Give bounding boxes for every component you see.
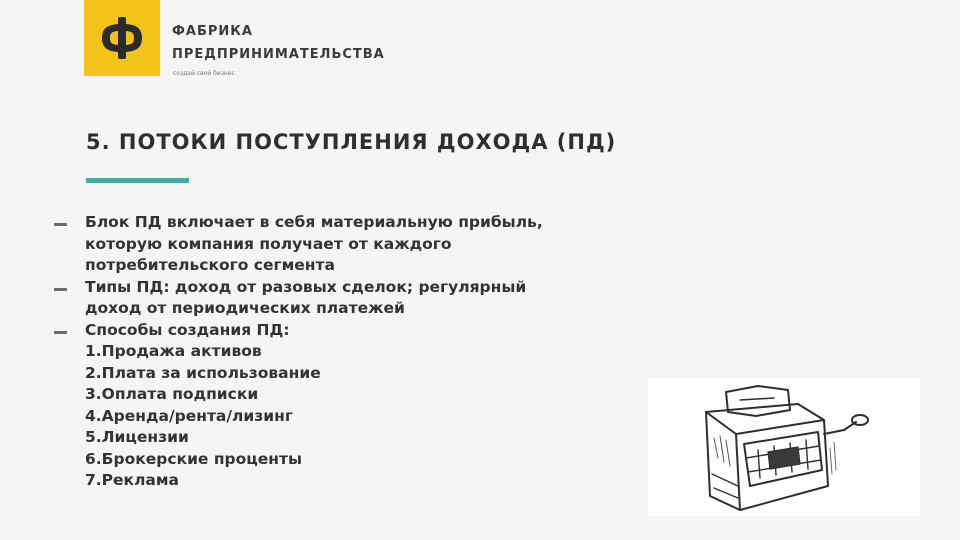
slide-title: 5. ПОТОКИ ПОСТУПЛЕНИЯ ДОХОДА (ПД) [86, 130, 617, 154]
numbered-item: 6.Брокерские проценты [85, 449, 302, 468]
bullet-item [0, 277, 700, 320]
logo-letter-icon [97, 13, 147, 63]
numbered-item: 7.Реклама [85, 471, 180, 489]
title-underline [86, 178, 189, 183]
bullet-dash-icon [54, 331, 67, 334]
bullet-item [0, 320, 700, 492]
bullet-line: потребительского сегмента [85, 256, 335, 274]
bullet-line: которую компания получает от каждого [85, 234, 452, 253]
numbered-item: 5.Лицензии [85, 428, 189, 446]
numbered-item: 4.Аренда/рента/лизинг [85, 406, 293, 425]
bullet-dash-icon [54, 223, 67, 226]
numbered-item: 3.Оплата подписки [85, 385, 259, 403]
brand-name-line2: ПРЕДПРИНИМАТЕЛЬСТВА [172, 47, 385, 62]
numbered-item: 2.Плата за использование [85, 363, 321, 382]
brand-logo [84, 0, 160, 76]
bullet-line: доход от периодических платежей [85, 299, 405, 317]
bullet-line: Типы ПД: доход от разовых сделок; регулярный [85, 277, 527, 296]
brand-name-line1: ФАБРИКА [172, 24, 253, 39]
cash-register-icon [648, 378, 920, 516]
brand-tagline: создай свой бизнес [173, 70, 235, 77]
bullet-line: Способы создания ПД: [85, 320, 290, 339]
bullet-item [0, 212, 700, 277]
bullet-line: Блок ПД включает в себя материальную прибыль, [85, 213, 543, 231]
bullet-list [0, 212, 700, 492]
cash-register-illustration [648, 378, 920, 516]
bullet-dash-icon [54, 288, 67, 291]
numbered-item: 1.Продажа активов [85, 342, 262, 360]
